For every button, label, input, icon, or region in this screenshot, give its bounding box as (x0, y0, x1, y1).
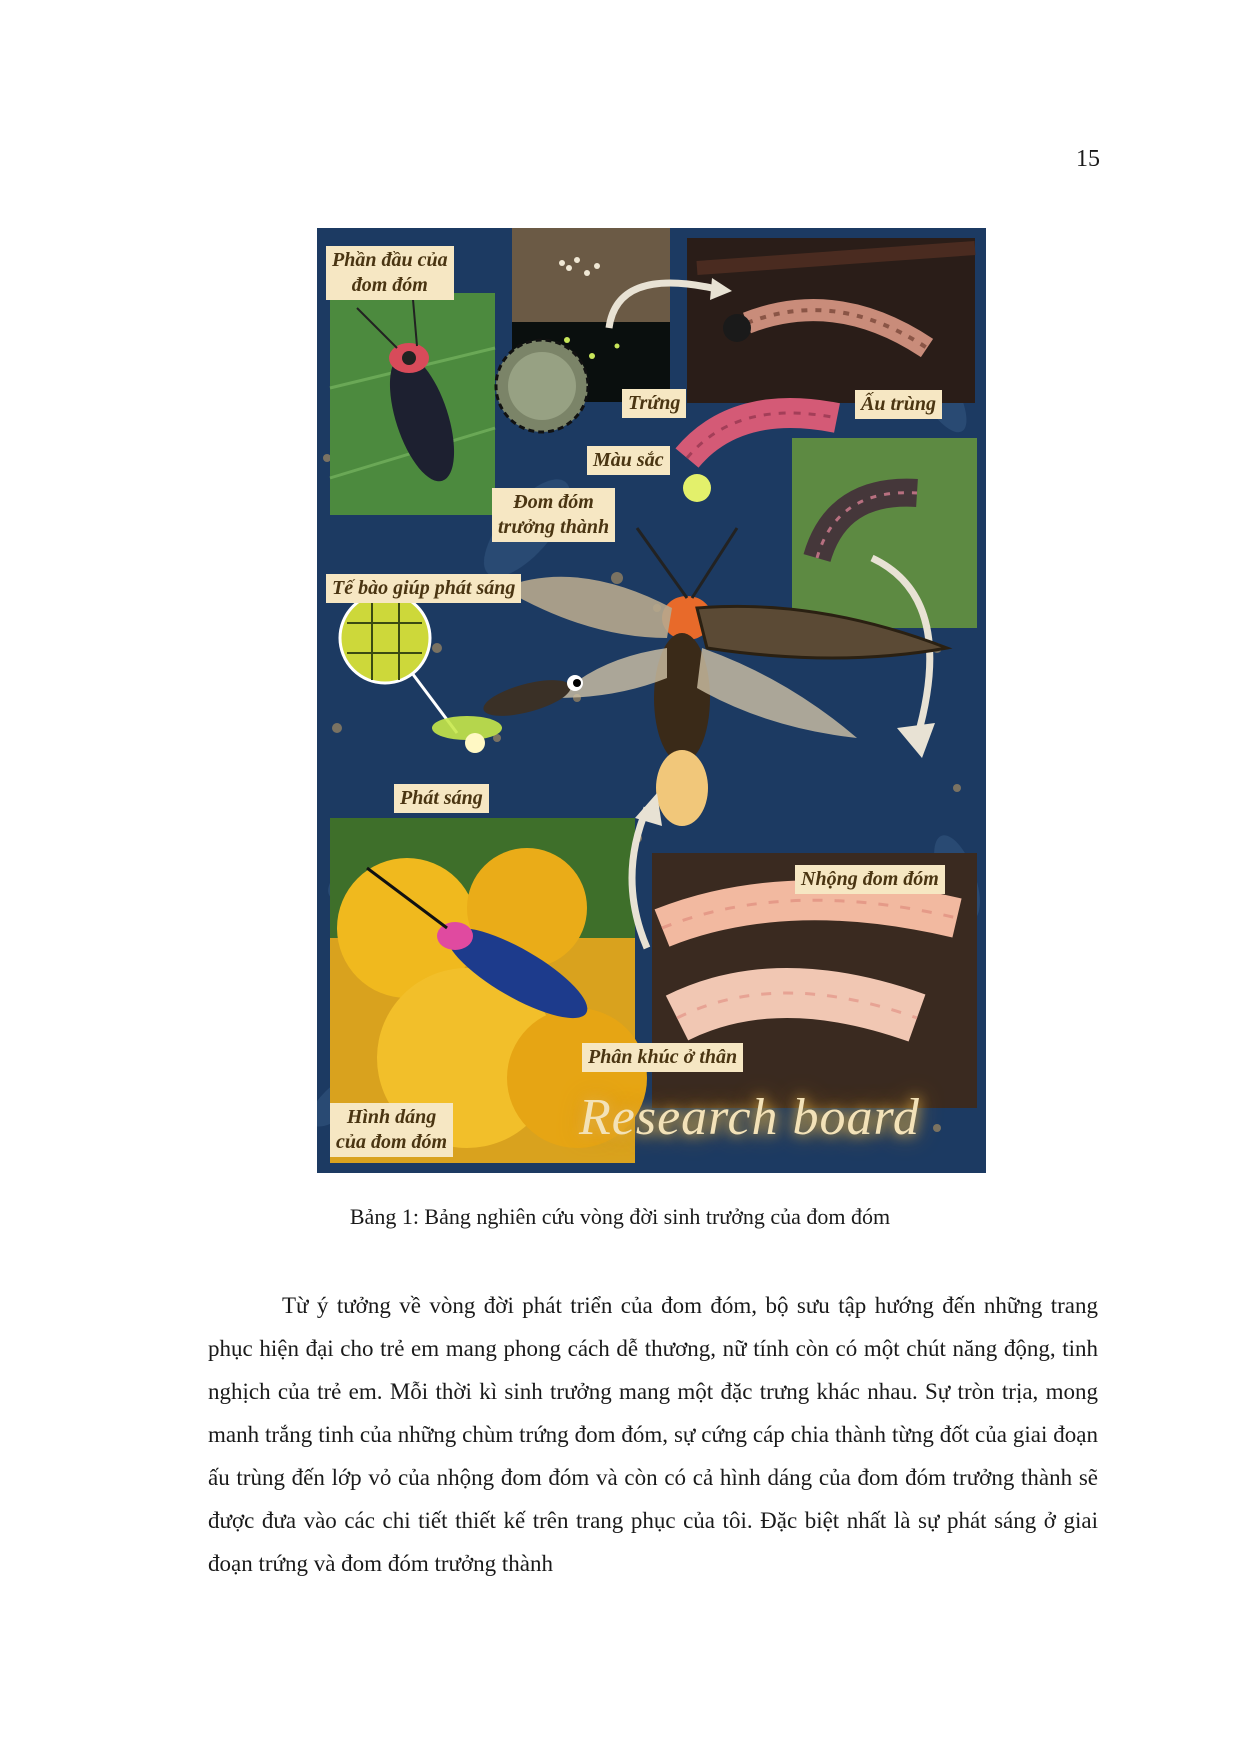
photo-cells (340, 593, 457, 733)
label-adult-line2: trưởng thành (498, 516, 610, 538)
photo-glowing-larva (683, 413, 977, 628)
label-adult (492, 488, 615, 542)
label-cells: Tế bào giúp phát sáng (326, 574, 521, 603)
label-larva: Ấu trùng (855, 390, 942, 419)
label-pupa: Nhộng đom đóm (795, 865, 945, 894)
body-paragraph: Từ ý tưởng về vòng đời phát triển của đom đóm, bộ sưu tập hướng đến những trang phục hiện đại cho trẻ em mang phong cách dễ thương, nữ tính còn có một chút năng động, tinh nghịch của trẻ em. Mỗi thời kì sinh trưởng mang một đặc trưng khác nhau. Sự tròn trịa, mong manh trắng tinh của những chùm trứng đom đóm, sự cứng cáp chia thành từng đốt của giai đoạn ấu trùng đến lớp vỏ của nhộng đom đóm và còn có cả hình dáng của đom đóm trưởng thành sẽ được đưa vào các chi tiết thiết kế trên trang phục của tôi. Đặc biệt nhất là sự phát sáng ở giai đoạn trứng và đom đóm trưởng thành (208, 1293, 1098, 1576)
label-shape-line1: Hình dáng (346, 1106, 437, 1128)
board-background (317, 228, 986, 1173)
label-shape (330, 1103, 453, 1157)
photo-larva (687, 238, 975, 403)
label-color: Màu sắc (587, 446, 670, 475)
research-board (317, 228, 986, 1173)
label-segments: Phân khúc ở thân (582, 1043, 743, 1072)
page-number: 15 (1076, 146, 1100, 172)
label-head (326, 246, 454, 300)
figure-caption: Bảng 1: Bảng nghiên cứu vòng đời sinh trưởng của đom đóm (349, 1204, 891, 1229)
label-shape-line2: của đom đóm (336, 1131, 448, 1153)
label-head-line1: Phần đầu của (332, 249, 448, 271)
label-head-line2: đom đóm (351, 274, 428, 296)
illustration-glowing-firefly (432, 673, 583, 753)
photo-head (330, 288, 495, 515)
board-title: Research board (579, 1089, 920, 1146)
label-glow: Phát sáng (394, 784, 489, 813)
label-egg: Trứng (622, 389, 686, 418)
label-adult-line1: Đom đóm (513, 491, 594, 513)
